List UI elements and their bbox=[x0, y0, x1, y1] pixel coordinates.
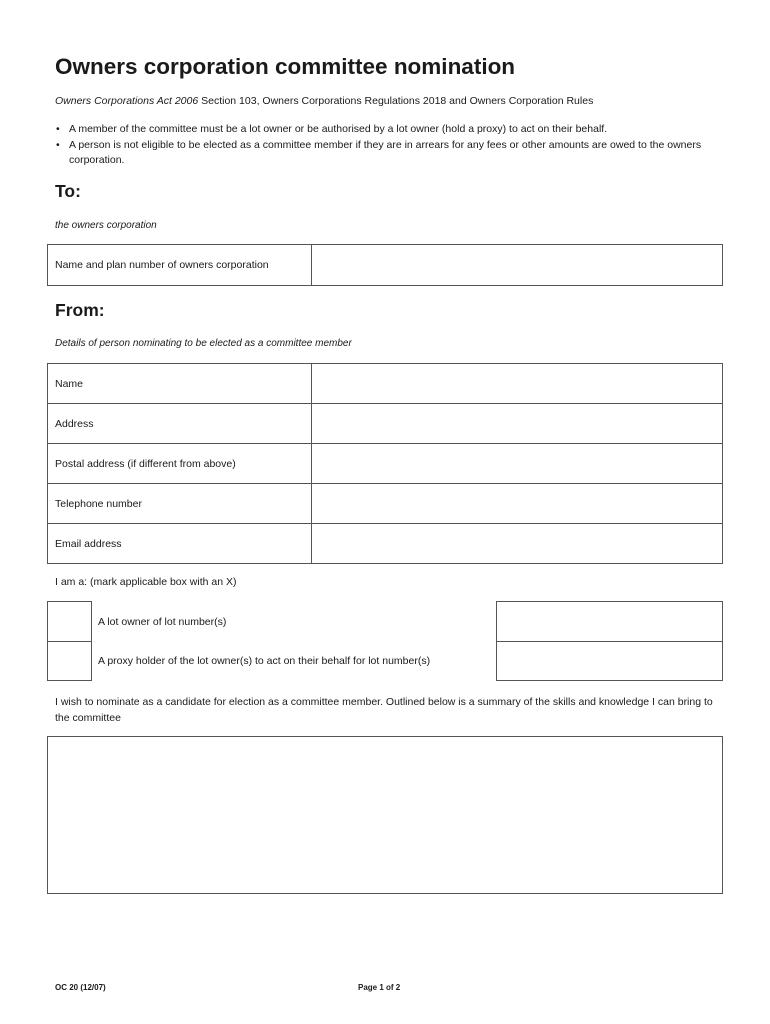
act-name: Owners Corporations Act 2006 bbox=[55, 95, 199, 107]
owners-corporation-label: Name and plan number of owners corporation bbox=[48, 245, 312, 286]
eligibility-notes bbox=[55, 122, 735, 169]
address-field[interactable] bbox=[312, 404, 723, 444]
proxy-lot-numbers-field[interactable] bbox=[496, 641, 723, 681]
from-note: Details of person nominating to be elected as a committee member bbox=[55, 338, 352, 349]
email-field[interactable] bbox=[312, 524, 723, 564]
telephone-label: Telephone number bbox=[48, 484, 312, 524]
nomination-statement: I wish to nominate as a candidate for election as a committee member. Outlined below is a summary of the skills and knowledge I can bring to the committee bbox=[55, 696, 713, 724]
lot-owner-lot-numbers-field[interactable] bbox=[496, 601, 723, 642]
name-label: Name bbox=[48, 364, 312, 404]
name-field[interactable] bbox=[312, 364, 723, 404]
lot-owner-label: A lot owner of lot number(s) bbox=[98, 616, 227, 628]
proxy-holder-checkbox[interactable] bbox=[47, 641, 92, 681]
postal-address-label: Postal address (if different from above) bbox=[48, 444, 312, 484]
lot-owner-checkbox[interactable] bbox=[47, 601, 92, 642]
page-number: Page 1 of 2 bbox=[358, 983, 401, 992]
legislation-rest: Section 103, Owners Corporations Regulations 2018 and Owners Corporation Rules bbox=[198, 95, 594, 107]
address-label: Address bbox=[48, 404, 312, 444]
legislation-reference bbox=[55, 95, 593, 107]
bullet-item: • A person is not eligible to be elected as a committee member if they are in arrears for any fees or other amounts are owed to the owners corporation. bbox=[55, 138, 735, 169]
bullet-item: • A member of the committee must be a lot owner or be authorised by a lot owner (hold a proxy) to act on their behalf. bbox=[55, 122, 735, 138]
owners-corporation-field[interactable] bbox=[312, 245, 723, 286]
page-title: Owners corporation committee nomination bbox=[55, 54, 516, 79]
skills-summary-field[interactable] bbox=[47, 736, 723, 894]
proxy-holder-label: A proxy holder of the lot owner(s) to act on their behalf for lot number(s) bbox=[98, 655, 431, 667]
role-instruction: I am a: (mark applicable box with an X) bbox=[55, 576, 237, 588]
to-table bbox=[47, 244, 723, 286]
from-heading: From: bbox=[55, 300, 105, 320]
form-code: OC 20 (12/07) bbox=[55, 983, 106, 992]
telephone-field[interactable] bbox=[312, 484, 723, 524]
from-table bbox=[47, 363, 723, 564]
to-heading: To: bbox=[55, 181, 81, 201]
to-note: the owners corporation bbox=[55, 220, 157, 231]
email-label: Email address bbox=[48, 524, 312, 564]
postal-address-field[interactable] bbox=[312, 444, 723, 484]
